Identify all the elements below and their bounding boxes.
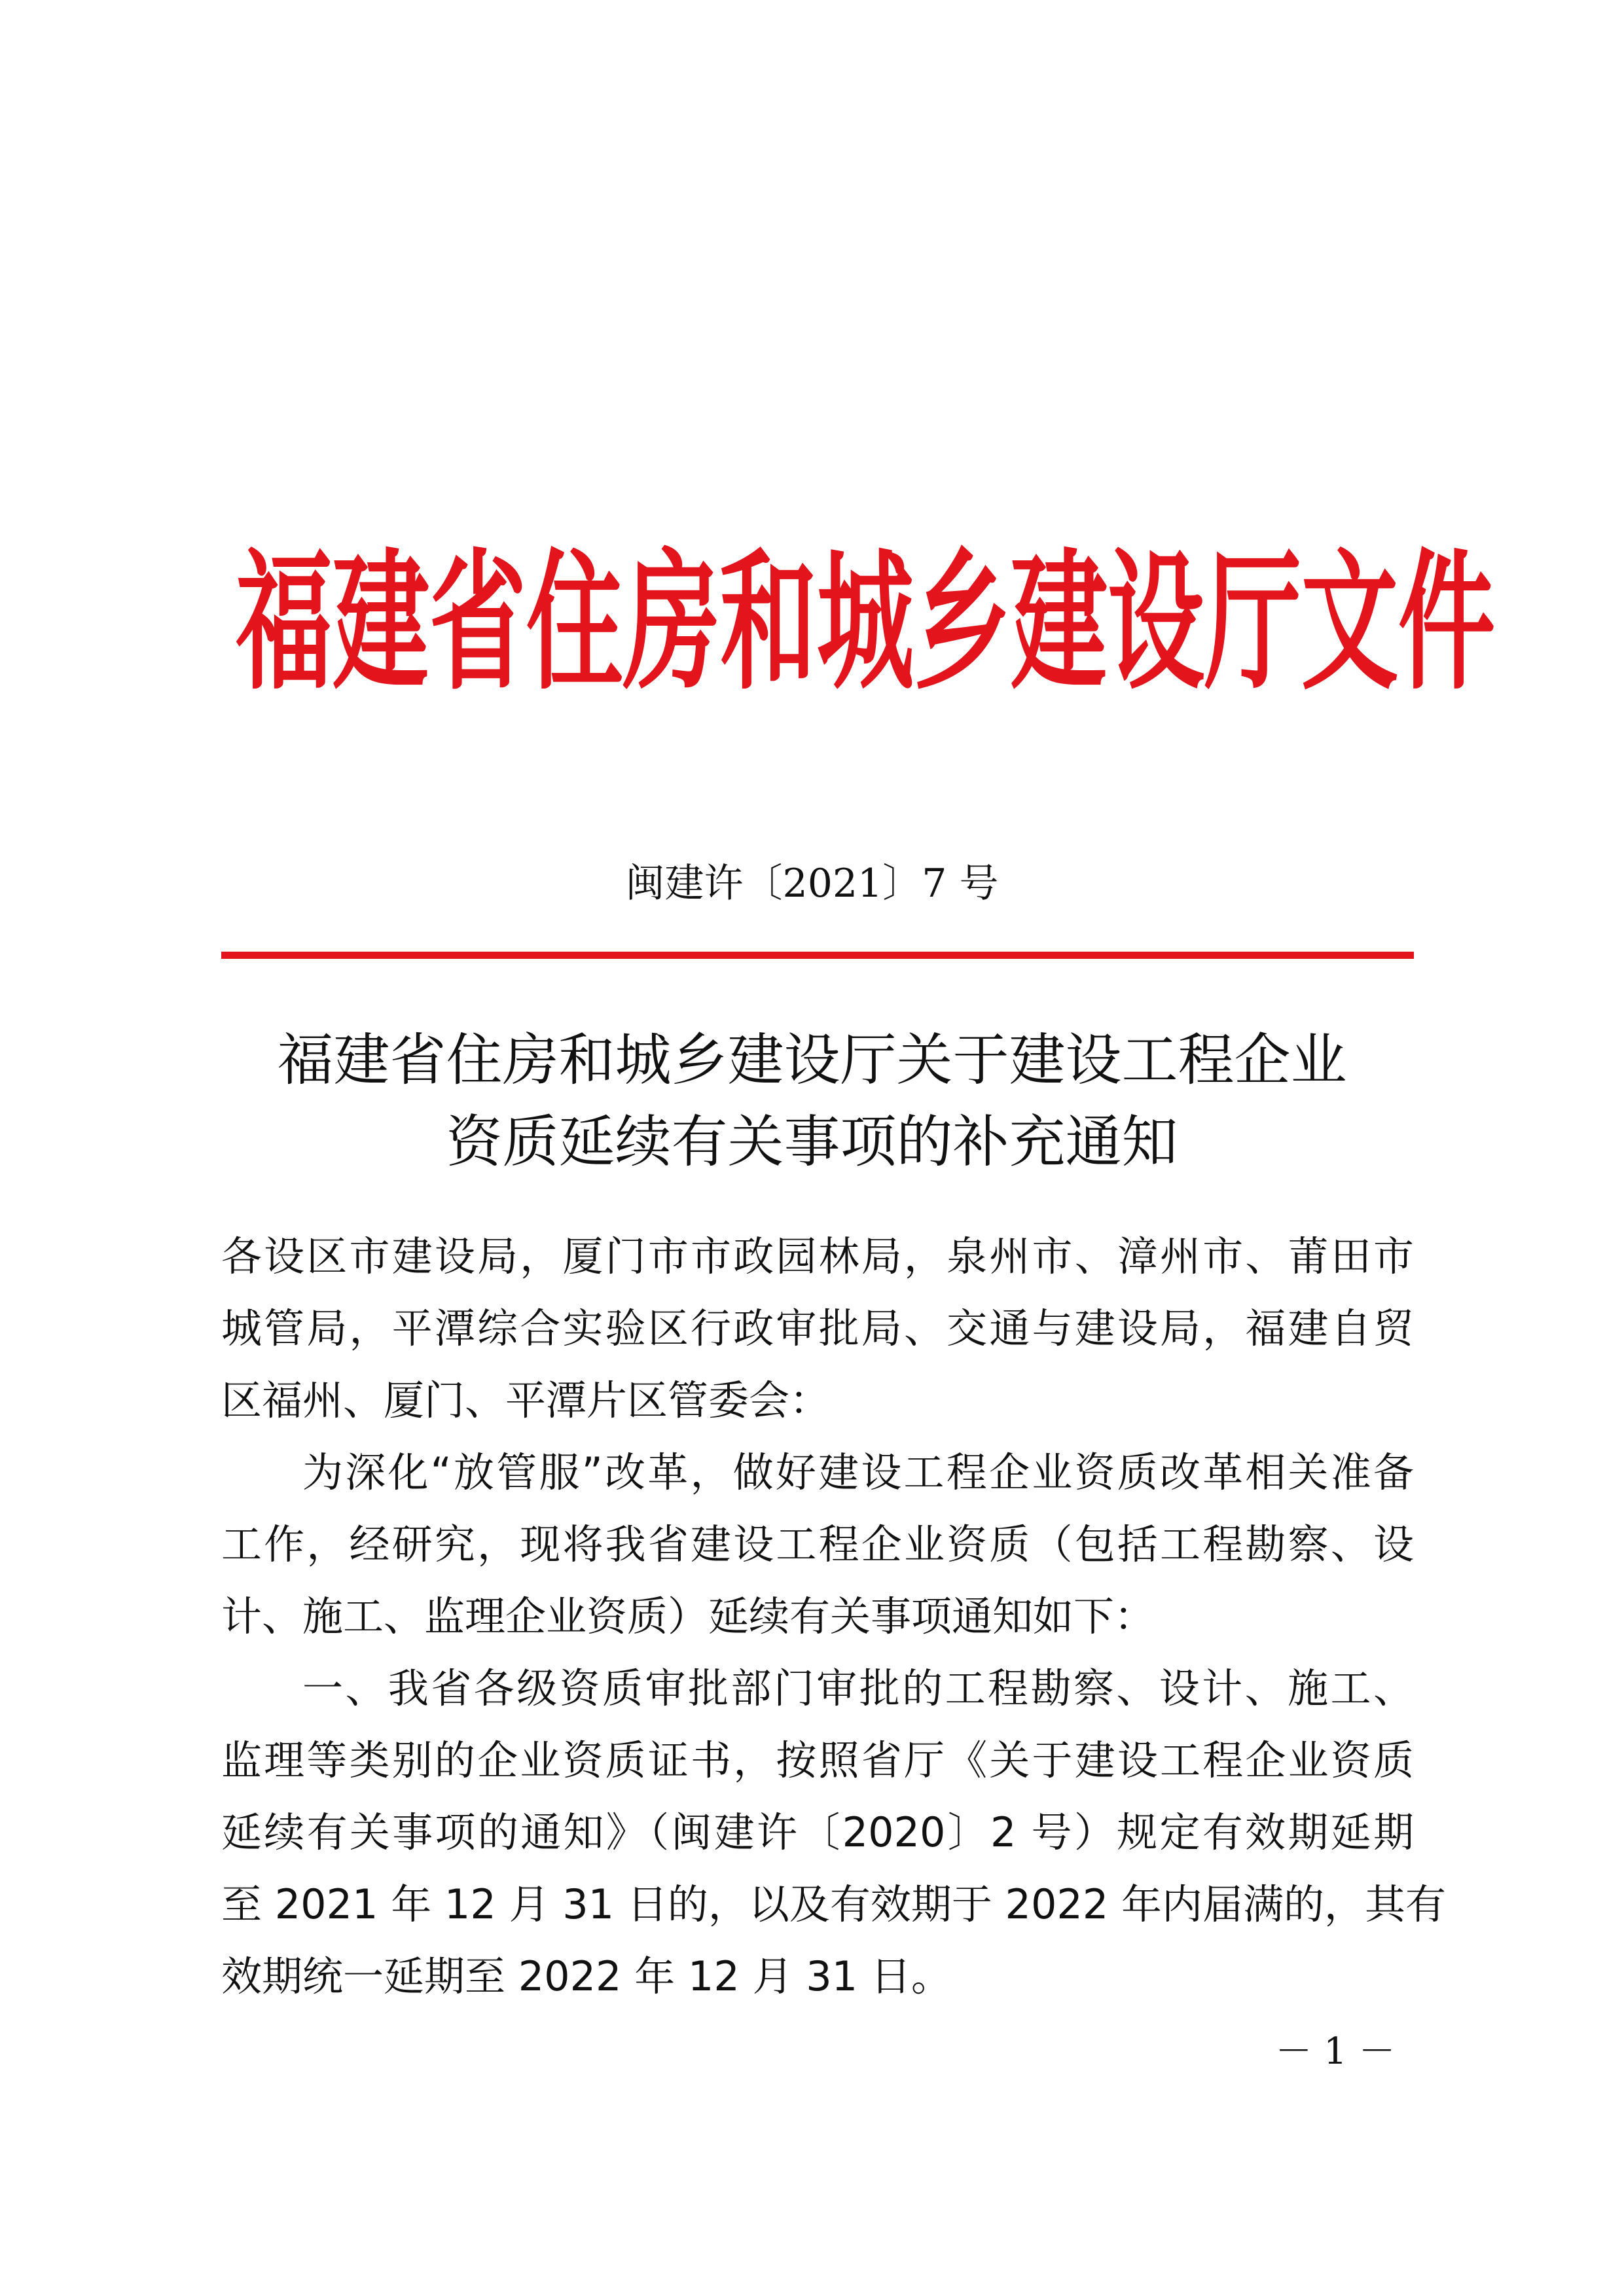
notice-title-line-2: 资质延续有关事项的补充通知 <box>446 1109 1178 1175</box>
red-divider-rule <box>221 952 1414 959</box>
body-line-1: 各设区市建设局，厦门市市政园林局，泉州市、漳州市、莆田市 <box>221 1232 1414 1280</box>
body-line-11: 效期统一延期至 2022 年 12 月 31 日。 <box>221 1952 952 2000</box>
body-line-2: 城管局，平潭综合实验区行政审批局、交通与建设局，福建自贸 <box>221 1304 1414 1352</box>
document-header-title: 福建省住房和城乡建设厅文件 <box>236 533 1495 710</box>
body-line-7: 一、我省各级资质审批部门审批的工程勘察、设计、施工、 <box>302 1664 1414 1712</box>
page-number: － 1 － <box>1275 2030 1396 2073</box>
body-line-4: 为深化“放管服”改革，做好建设工程企业资质改革相关准备 <box>302 1448 1414 1496</box>
notice-title-line-1: 福建省住房和城乡建设厅关于建设工程企业 <box>277 1028 1347 1093</box>
document-number: 闽建许〔2021〕7 号 <box>625 861 999 906</box>
body-line-5: 工作，经研究，现将我省建设工程企业资质（包括工程勘察、设 <box>221 1520 1414 1568</box>
body-line-8: 监理等类别的企业资质证书，按照省厅《关于建设工程企业资质 <box>221 1736 1414 1784</box>
body-line-6: 计、施工、监理企业资质）延续有关事项通知如下： <box>221 1592 1155 1640</box>
body-line-9: 延续有关事项的通知》（闽建许〔2020〕2 号）规定有效期延期 <box>221 1808 1414 1856</box>
body-line-3: 区福州、厦门、平潭片区管委会： <box>221 1376 831 1424</box>
body-line-10: 至 2021 年 12 月 31 日的，以及有效期于 2022 年内届满的，其有 <box>221 1880 1447 1928</box>
